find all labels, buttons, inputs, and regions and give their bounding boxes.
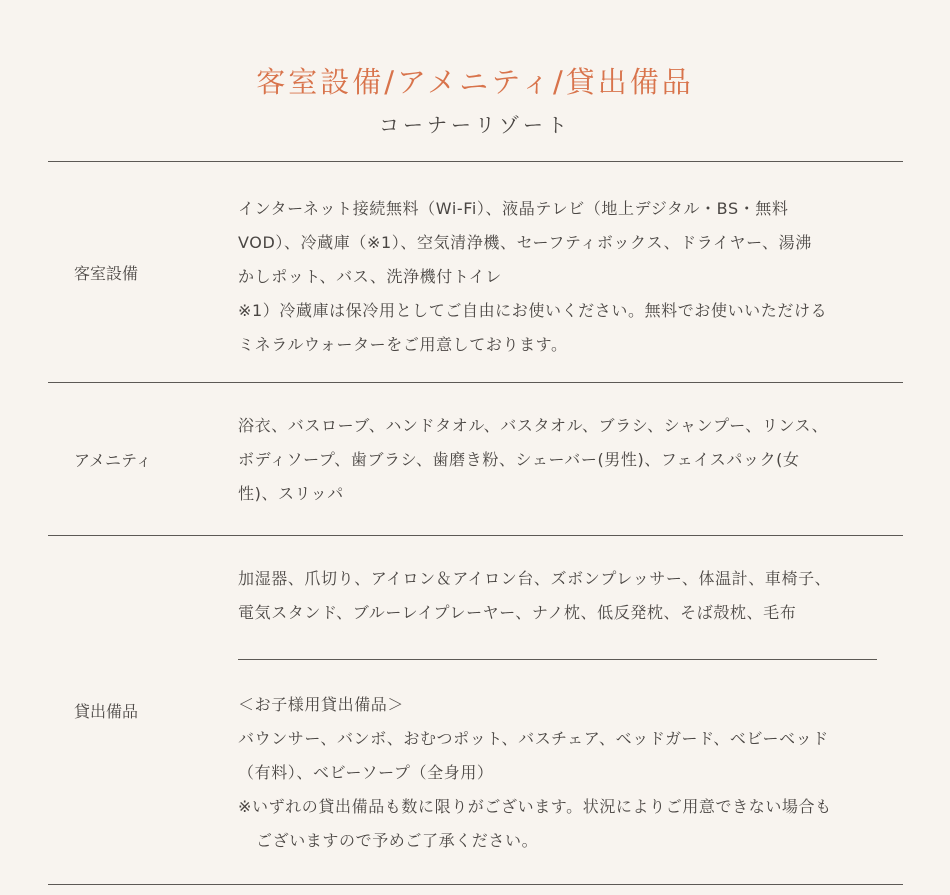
kids-heading: ＜お子様用貸出備品＞ [238, 695, 405, 714]
content-line: （有料）、ベビーソープ（全身用） [238, 763, 494, 782]
page-title: 客室設備/アメニティ/貸出備品 [256, 65, 694, 99]
table-row-amenity [48, 383, 903, 536]
row-label: 貸出備品 [74, 701, 139, 721]
row-label: アメニティ [74, 450, 152, 470]
content-line: 浴衣、バスローブ、ハンドタオル、バスタオル、ブラシ、シャンプー、リンス、 [238, 416, 829, 435]
content-line: 加湿器、爪切り、アイロン＆アイロン台、ズボンプレッサー、体温計、車椅子、 [238, 569, 832, 588]
content-line: かしポット、バス、洗浄機付トイレ [238, 267, 502, 286]
content-line: インターネット接続無料（Wi-Fi）、液晶テレビ（地上デジタル・BS・無料 [238, 199, 789, 218]
note-line: ございますので予めご了承ください。 [256, 831, 539, 850]
table-row-rental-items [48, 536, 903, 885]
content-line: VOD）、冷蔵庫（※1）、空気清浄機、セーフティボックス、ドライヤー、湯沸 [238, 233, 812, 252]
content-line: 性)、スリッパ [238, 484, 344, 503]
content-line: ミネラルウォーターをご用意しております。 [238, 335, 568, 354]
row-content [238, 162, 878, 382]
content-line: 電気スタンド、ブルーレイプレーヤー、ナノ枕、低反発枕、そば殻枕、毛布 [238, 603, 797, 622]
page-subtitle: コーナーリゾート [379, 113, 571, 137]
content-line: ボディソープ、歯ブラシ、歯磨き粉、シェーバー(男性)、フェイスパック(女 [238, 450, 800, 469]
inner-divider [238, 659, 877, 660]
row-content [238, 383, 878, 535]
facilities-table [48, 161, 903, 885]
content-line: ※1）冷蔵庫は保冷用としてご自由にお使いください。無料でお使いいただける [238, 301, 828, 320]
content-line: バウンサー、バンボ、おむつポット、バスチェア、ベッドガード、ベビーベッド [238, 729, 829, 748]
row-content [238, 536, 878, 884]
note-line: ※いずれの貸出備品も数に限りがございます。状況によりご用意できない場合も [238, 797, 832, 816]
table-row-room-equipment [48, 162, 903, 383]
row-label: 客室設備 [74, 263, 139, 283]
